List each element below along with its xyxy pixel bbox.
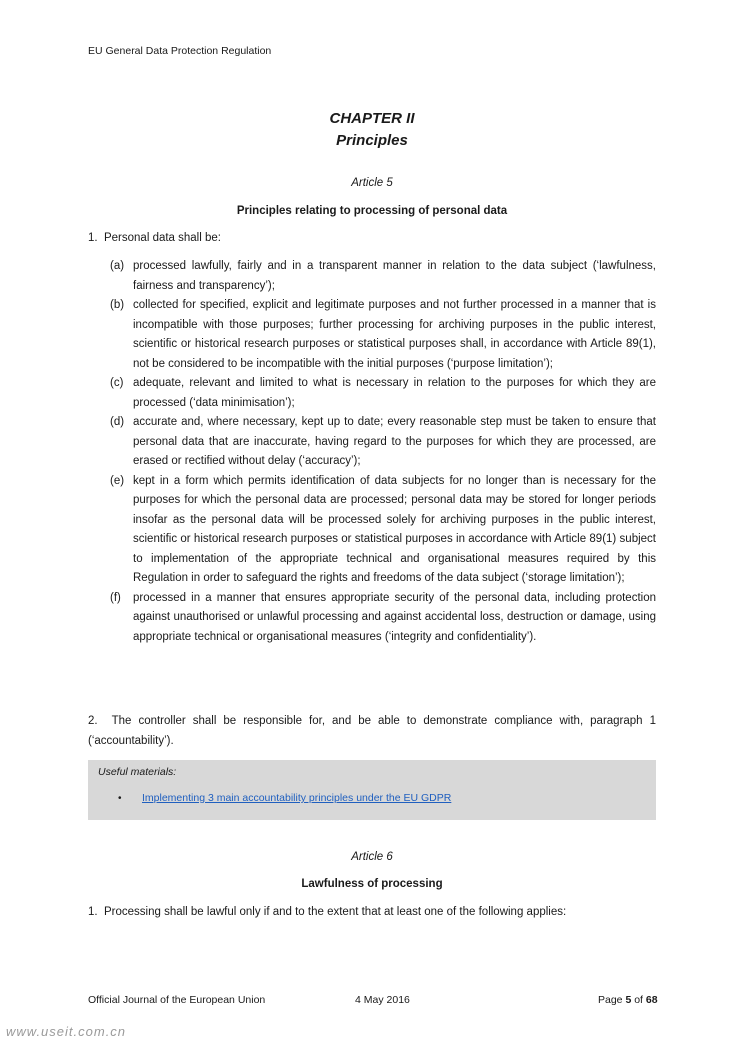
article-6-paragraph-1: 1. Processing shall be lawful only if and to the extent that at least one of the following applies: [88, 906, 567, 918]
footer-page-number [598, 994, 658, 1006]
list-item [110, 589, 656, 648]
item-marker: (e) [110, 474, 125, 487]
item-marker: (a) [110, 260, 125, 272]
chapter-title: Principles [336, 132, 408, 149]
page-of: of [631, 994, 646, 1006]
item-marker: (f) [110, 591, 121, 604]
article-6-number: Article 6 [351, 851, 393, 863]
footer-journal: Official Journal of the European Union [88, 994, 266, 1006]
item-text: kept in a form which permits identification of data subjects for no longer than is necessary for the purposes for which the personal data are processed; personal data may be stored for longer periods insofar as the personal data will be processed solely for archiving purposes in the public interest, scientific or historical research purposes or statistical purposes in accordance with Article 89(1) subject to implementation of the appropriate technical and organisational measures required by this Regulation in order to safeguard the rights and freedoms of the data subject (‘storage limitation’); [133, 474, 656, 584]
article-5-item-list [110, 257, 656, 647]
watermark: www.useit.com.cn [6, 1024, 127, 1039]
footer-date: 4 May 2016 [355, 994, 410, 1006]
item-marker: (b) [110, 299, 125, 311]
page-total: 68 [645, 994, 658, 1006]
running-header: EU General Data Protection Regulation [88, 45, 272, 57]
useful-materials-title: Useful materials: [98, 766, 177, 778]
list-item [110, 296, 656, 374]
article-5-number: Article 5 [351, 177, 393, 189]
list-item [110, 472, 656, 589]
item-text: accurate and, where necessary, kept up to date; every reasonable step must be taken to ensure that personal data that are inaccurate, having regard to the purposes for which they are processed, are erased or rectified without delay (‘accuracy’); [133, 416, 656, 467]
accountability-principles-link[interactable]: Implementing 3 main accountability principles under the EU GDPR [142, 792, 452, 804]
chapter-number: CHAPTER II [329, 110, 415, 127]
article-5-paragraph-2: 2. The controller shall be responsible for, and be able to demonstrate compliance with, paragraph 1 (‘accountability’). [88, 715, 656, 747]
bullet-icon: • [118, 793, 122, 804]
list-item [110, 374, 656, 413]
article-6-title: Lawfulness of processing [301, 878, 443, 890]
article-5-paragraph-1-intro: 1. Personal data shall be: [88, 232, 221, 244]
page-prefix: Page [598, 994, 626, 1006]
useful-materials-box [88, 760, 656, 820]
item-marker: (d) [110, 416, 125, 428]
article-5-title: Principles relating to processing of personal data [236, 205, 508, 217]
page-current: 5 [625, 994, 632, 1006]
item-text: processed in a manner that ensures appropriate security of the personal data, including protection against unauthorised or unlawful processing and against accidental loss, destruction or damage, using appropriate technical or organisational measures (‘integrity and confidentiality’). [133, 591, 656, 643]
item-text: processed lawfully, fairly and in a transparent manner in relation to the data subject (‘lawfulness, fairness and transparency’); [133, 260, 656, 292]
list-item [110, 257, 656, 296]
item-text: adequate, relevant and limited to what is necessary in relation to the purposes for which they are processed (‘data minimisation’); [133, 377, 656, 409]
list-item [110, 413, 656, 472]
item-marker: (c) [110, 377, 124, 389]
item-text: collected for specified, explicit and legitimate purposes and not further processed in a manner that is incompatible with those purposes; further processing for archiving purposes in the public interest, scientific or historical research purposes or statistical purposes shall, in accordance with Article 89(1), not be considered to be incompatible with the initial purposes (‘purpose limitation’); [133, 299, 656, 370]
